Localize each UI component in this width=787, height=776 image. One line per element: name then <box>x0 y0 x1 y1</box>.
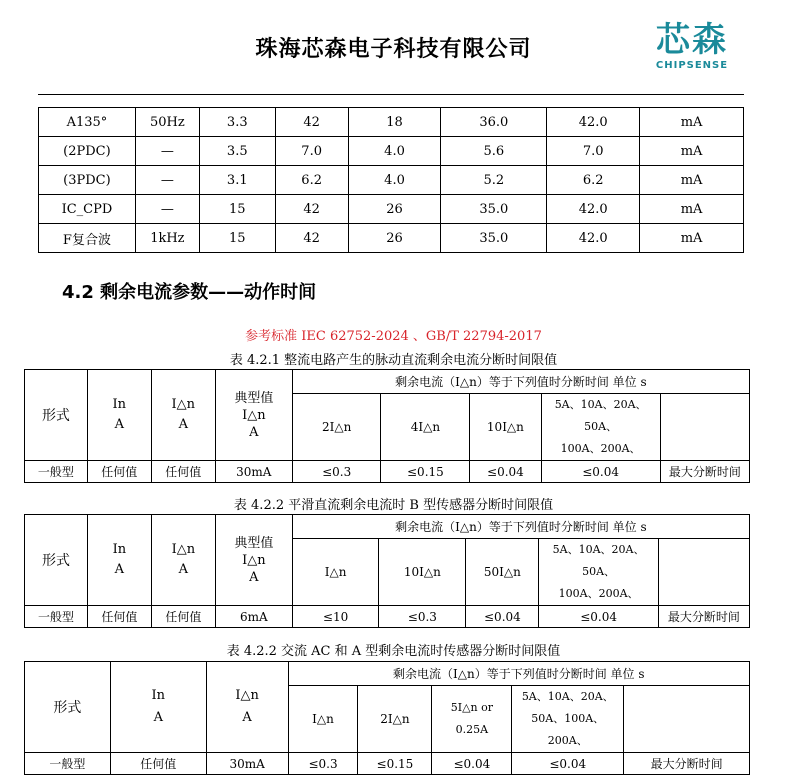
table-row <box>39 166 744 195</box>
table3-span-header: 剩余电流（I△n）等于下列值时分断时间 单位 s <box>288 662 749 686</box>
table-cell: 42.0 <box>547 108 640 137</box>
table3-in-header: In A <box>110 662 206 753</box>
table1-span-header: 剩余电流（I△n）等于下列值时分断时间 单位 s <box>292 370 749 394</box>
table-cell: 3.1 <box>199 166 275 195</box>
table-cell: A135° <box>39 108 136 137</box>
table1-col-3: 10I△n <box>470 394 541 461</box>
table-cell: mA <box>640 137 744 166</box>
table1-col-2: 4I△n <box>381 394 470 461</box>
table-cell: 7.0 <box>275 137 348 166</box>
company-name: 珠海芯森电子科技有限公司 <box>255 37 532 62</box>
table1-form-header: 形式 <box>25 370 88 461</box>
table-cell: 4.0 <box>348 166 441 195</box>
table-cell: 42 <box>275 224 348 253</box>
table1-idn-header: I△n A <box>151 370 215 461</box>
table-cell: 50Hz <box>135 108 199 137</box>
section-heading: 4.2 剩余电流参数——动作时间 <box>62 282 317 303</box>
table2-col-3: 50I△n <box>466 539 539 606</box>
table-cell: (2PDC) <box>39 137 136 166</box>
table2-col-5 <box>658 539 749 606</box>
header-divider <box>38 94 744 95</box>
table-cell: 3.5 <box>199 137 275 166</box>
table-cell: 26 <box>348 195 441 224</box>
table1-col-1: 2I△n <box>292 394 381 461</box>
table-row <box>39 108 744 137</box>
table-cell: 1kHz <box>135 224 199 253</box>
table-cell: 35.0 <box>441 224 547 253</box>
table-cell: 5.6 <box>441 137 547 166</box>
table-cell: 15 <box>199 195 275 224</box>
table-row: 一般型 任何值 30mA ≤0.3 ≤0.15 ≤0.04 ≤0.04 最大分断时间 <box>25 753 750 775</box>
table-cell: 26 <box>348 224 441 253</box>
table1-col-4: 5A、10A、20A、50A、 100A、200A、 <box>541 394 660 461</box>
table-row: 一般型 任何值 任何值 30mA ≤0.3 ≤0.15 ≤0.04 ≤0.04 最大分断时间 <box>25 461 750 483</box>
table-row: 一般型 任何值 任何值 6mA ≤10 ≤0.3 ≤0.04 ≤0.04 最大分断时间 <box>25 606 750 628</box>
table1 <box>24 369 750 483</box>
table-cell: 4.0 <box>348 137 441 166</box>
table-row <box>39 224 744 253</box>
table2-typ-header: 典型值 I△n A <box>215 515 292 606</box>
table3-col-2: 2I△n <box>358 686 432 753</box>
table2-col-2: 10I△n <box>379 539 466 606</box>
table-cell: — <box>135 195 199 224</box>
table-cell: 42 <box>275 108 348 137</box>
table-cell: mA <box>640 224 744 253</box>
chipsense-logo <box>636 20 748 80</box>
table-cell: IC_CPD <box>39 195 136 224</box>
table2-col-4: 5A、10A、20A、50A、 100A、200A、 <box>539 539 658 606</box>
table-cell: mA <box>640 166 744 195</box>
table-cell: 42.0 <box>547 224 640 253</box>
table-row <box>39 137 744 166</box>
table3-idn-header: I△n A <box>206 662 288 753</box>
table-cell: 7.0 <box>547 137 640 166</box>
table-cell: 42 <box>275 195 348 224</box>
table-cell: (3PDC) <box>39 166 136 195</box>
table-cell: 18 <box>348 108 441 137</box>
table3-col-1: I△n <box>288 686 358 753</box>
table-cell: 6.2 <box>547 166 640 195</box>
table-row <box>39 195 744 224</box>
table-cell: 35.0 <box>441 195 547 224</box>
table1-col-5 <box>660 394 749 461</box>
table2-col-1: I△n <box>292 539 379 606</box>
table-cell: F复合波 <box>39 224 136 253</box>
table-cell: 5.2 <box>441 166 547 195</box>
table2-span-header: 剩余电流（I△n）等于下列值时分断时间 单位 s <box>292 515 749 539</box>
table-cell: 36.0 <box>441 108 547 137</box>
table1-caption: 表 4.2.1 整流电路产生的脉动直流剩余电流分断时间限值 <box>229 353 558 368</box>
table-cell: 15 <box>199 224 275 253</box>
table2 <box>24 514 750 628</box>
reference-standard: 参考标准 IEC 62752-2024 、GB/T 22794-2017 <box>245 329 542 344</box>
table3 <box>24 661 750 775</box>
table3-form-header: 形式 <box>25 662 111 753</box>
table1-in-header: In A <box>87 370 151 461</box>
logo-english: CHIPSENSE <box>655 60 729 71</box>
table3-col-4: 5A、10A、20A、 50A、100A、200A、 <box>512 686 624 753</box>
table2-idn-header: I△n A <box>151 515 215 606</box>
table-cell: 3.3 <box>199 108 275 137</box>
table-cell: 42.0 <box>547 195 640 224</box>
table1-typ-header: 典型值 I△n A <box>215 370 292 461</box>
table3-col-5 <box>624 686 750 753</box>
table2-form-header: 形式 <box>25 515 88 606</box>
table-cell: — <box>135 137 199 166</box>
table2-in-header: In A <box>87 515 151 606</box>
table3-caption: 表 4.2.2 交流 AC 和 A 型剩余电流时传感器分断时间限值 <box>226 644 561 659</box>
table-cell: — <box>135 166 199 195</box>
table-cell: mA <box>640 195 744 224</box>
table3-col-3: 5I△n or 0.25A <box>432 686 512 753</box>
table2-caption: 表 4.2.2 平滑直流剩余电流时 B 型传感器分断时间限值 <box>233 498 554 513</box>
logo-chinese: 芯森 <box>656 20 728 60</box>
leakage-current-table <box>38 107 744 253</box>
table-cell: 6.2 <box>275 166 348 195</box>
table-cell: mA <box>640 108 744 137</box>
